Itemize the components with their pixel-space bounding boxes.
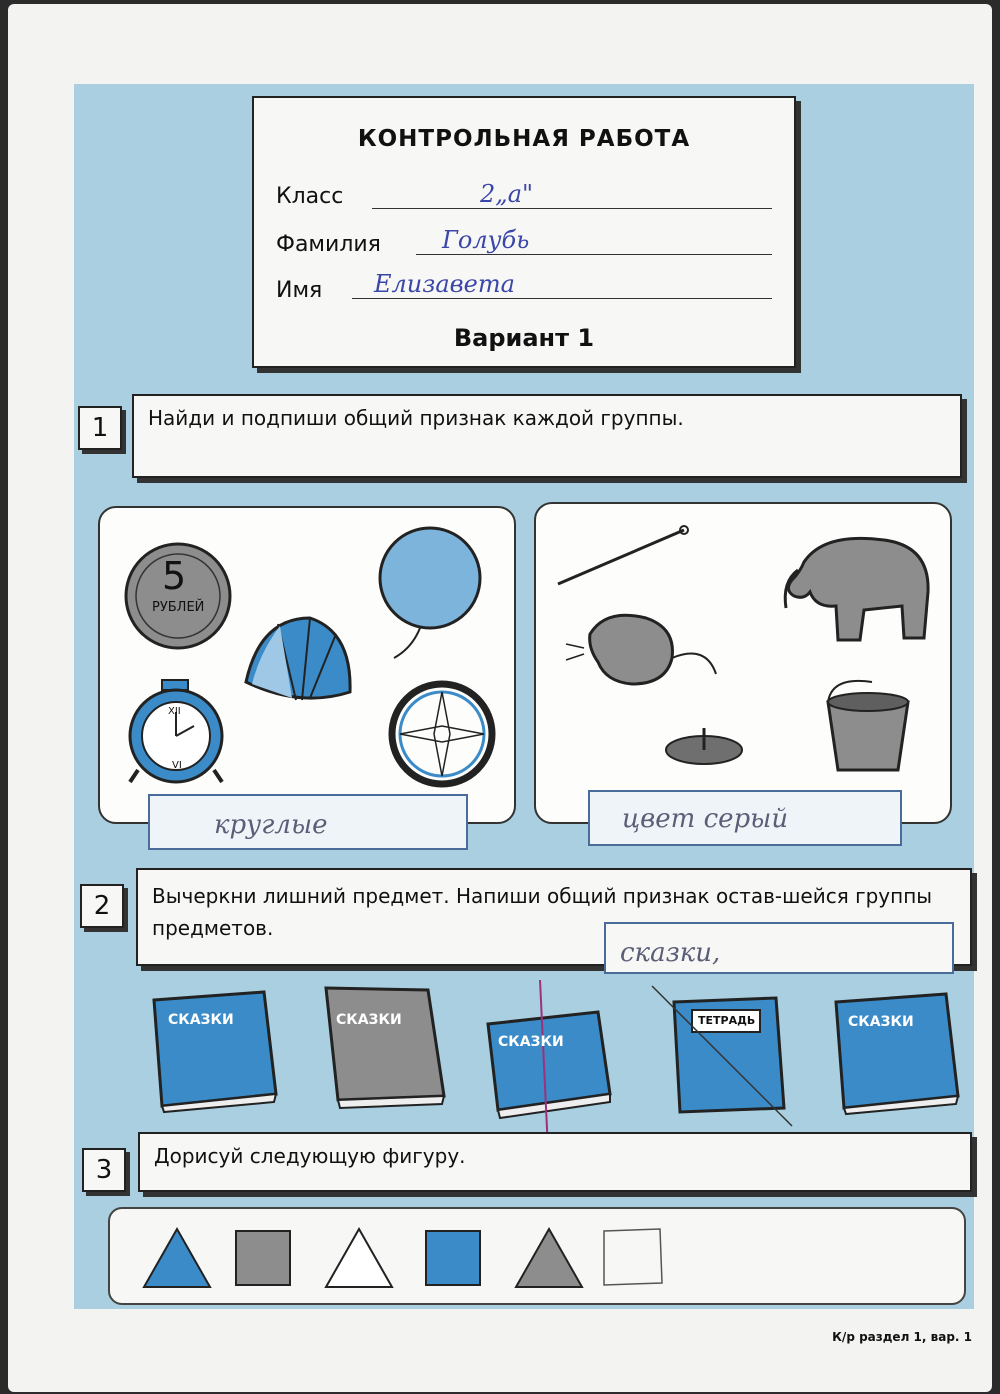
task1-number: 1 xyxy=(78,406,122,450)
coin-number: 5 xyxy=(162,554,187,598)
book-4-icon xyxy=(830,992,962,1114)
header-title: КОНТРОЛЬНАЯ РАБОТА xyxy=(357,126,691,152)
task3-number: 3 xyxy=(82,1148,126,1192)
cap-icon xyxy=(240,612,360,712)
book-2-icon xyxy=(320,984,450,1108)
book-3 xyxy=(484,1010,616,1120)
clock-vi: VI xyxy=(172,760,182,771)
surname-line xyxy=(416,254,772,255)
class-field xyxy=(276,184,343,209)
task1-answer-right: цвет серый xyxy=(622,804,789,834)
task2-text: Вычеркни лишний предмет. Напиши общий признак остав-шейся группы предметов. xyxy=(152,884,933,940)
shapes-strip xyxy=(108,1207,966,1305)
mouse-icon xyxy=(576,604,726,704)
coin-text: РУБЛЕЙ xyxy=(152,600,205,615)
gray-triangle-icon xyxy=(514,1227,584,1289)
wheel-icon xyxy=(384,678,504,788)
class-value: 2„а" xyxy=(480,180,534,208)
book-3-icon xyxy=(484,1010,616,1120)
book-2 xyxy=(320,984,450,1108)
name-line xyxy=(352,298,772,299)
spinning-top-icon xyxy=(662,724,752,774)
book-2-title: СКАЗКИ xyxy=(336,1012,402,1028)
task1-instruction xyxy=(132,394,962,478)
task2-answer: сказки, xyxy=(620,938,721,968)
worksheet-page xyxy=(8,4,992,1392)
name-field xyxy=(276,278,322,303)
task3-text: Дорисуй следующую фигуру. xyxy=(154,1144,466,1168)
book-3-title: СКАЗКИ xyxy=(498,1034,564,1050)
blue-triangle-icon xyxy=(142,1227,212,1289)
notebook xyxy=(672,996,790,1114)
variant-label: Вариант 1 xyxy=(453,324,595,352)
surname-label: Фамилия xyxy=(276,232,381,257)
book-4-title: СКАЗКИ xyxy=(848,1014,914,1030)
elephant-icon xyxy=(764,522,944,652)
surname-value: Голубь xyxy=(442,226,530,254)
alarm-clock-icon xyxy=(122,678,242,788)
header-box xyxy=(252,96,796,368)
task1-right-panel xyxy=(534,502,952,824)
balloon-icon xyxy=(372,526,492,676)
clock-xii: XII xyxy=(168,706,181,717)
page-footer: К/р раздел 1, вар. 1 xyxy=(832,1330,972,1344)
name-label: Имя xyxy=(276,278,323,303)
name-value: Елизавета xyxy=(374,270,515,298)
blue-square-icon xyxy=(424,1229,484,1287)
needle-icon xyxy=(554,522,694,592)
book-1-title: СКАЗКИ xyxy=(168,1012,234,1028)
book-1-icon xyxy=(148,990,280,1112)
class-label: Класс xyxy=(276,184,344,209)
task1-answer-left: круглые xyxy=(214,810,328,840)
task1-left-panel xyxy=(98,506,516,824)
task2-number: 2 xyxy=(80,884,124,928)
bucket-icon xyxy=(812,682,932,782)
gray-square-icon xyxy=(234,1229,294,1287)
task3-instruction xyxy=(138,1132,972,1192)
surname-field xyxy=(276,232,381,257)
task1-text: Найди и подпиши общий признак каждой группы. xyxy=(148,406,684,430)
book-4 xyxy=(830,992,962,1114)
class-line xyxy=(372,208,772,209)
book-1 xyxy=(148,990,280,1112)
drawn-square-answer[interactable] xyxy=(600,1225,666,1287)
white-triangle-icon xyxy=(324,1227,394,1289)
notebook-title: ТЕТРАДЬ xyxy=(698,1014,756,1027)
